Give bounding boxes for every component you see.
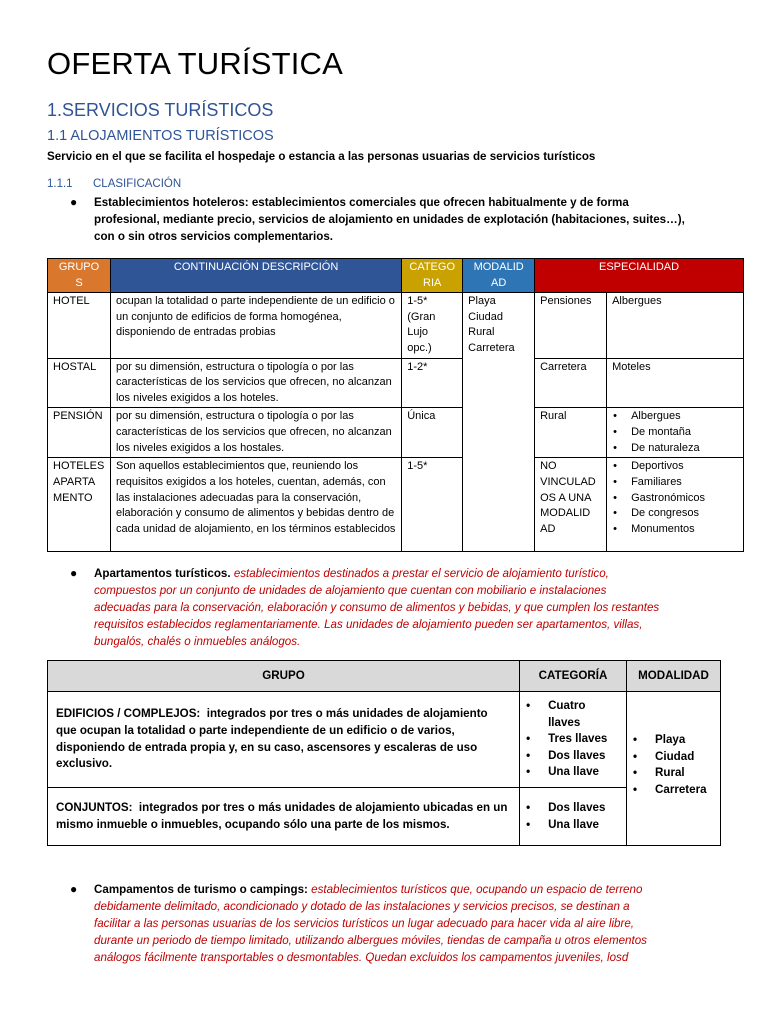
cell-modalidad: Playa Ciudad Rural Carretera	[463, 293, 535, 552]
cell-especialidad-2: Albergues	[607, 293, 744, 358]
table-row	[48, 692, 721, 788]
cell-especialidad-2: Moteles	[607, 358, 744, 408]
cell-categoria: Única	[402, 408, 463, 458]
table-header-row	[48, 259, 744, 293]
bullet-line: establecimientos turísticos que, ocupando un espacio de terreno	[311, 883, 643, 896]
cell-descripcion: Son aquellos establecimientos que, reuniendo los requisitos exigidos a los hoteles, cuentan, además, con las instalaciones adecuadas para la conservación, elaboración y consumo de alimentos y bebidas dentro de cada unidad de alojamiento, en los términos establecidos	[110, 458, 401, 552]
list-item: • Carretera	[633, 782, 712, 799]
apartamentos-table	[47, 660, 721, 846]
cell-grupo: EDIFICIOS / COMPLEJOS: integrados por tres o más unidades de alojamiento que ocupan la totalidad o parte independiente de un edificio o de varios, disponiendo de entrada propia y, en su caso, ascensores y escaleras de uso exclusivo.	[48, 692, 520, 788]
list-item: • Familiares	[607, 475, 738, 491]
header-categoria: CATEGO RIA	[402, 259, 463, 293]
list-item: • Playa	[633, 732, 712, 749]
header-grupos: GRUPO S	[48, 259, 111, 293]
header-especialidad: ESPECIALIDAD	[535, 259, 744, 293]
cell-grupo: HOTELES APARTA MENTO	[48, 458, 111, 552]
list-item: • Una llave	[526, 817, 618, 834]
cell-especialidad-2	[607, 408, 744, 458]
list-item: • Ciudad	[633, 749, 712, 766]
bullet-dot: ●	[70, 882, 78, 896]
subsection-heading: 1.1 ALOJAMIENTOS TURÍSTICOS	[47, 128, 274, 144]
table-row	[48, 358, 744, 408]
bullet-line: establecimientos destinados a prestar el servicio de alojamiento turístico,	[233, 567, 609, 580]
list-item: • Dos llaves	[526, 800, 618, 817]
intro-text: Servicio en el que se facilita el hospedaje o estancia a las personas usuarias de servicios turísticos	[47, 150, 596, 163]
cell-especialidad-2	[607, 458, 744, 552]
list-item: • De naturaleza	[607, 441, 738, 457]
list-item: • Albergues	[607, 409, 738, 425]
header-modalidad: MODALID AD	[463, 259, 535, 293]
bullet-campamentos	[70, 881, 730, 966]
cell-modalidad	[627, 692, 721, 846]
bullet-dot: ●	[70, 195, 78, 209]
subsubsection-title: CLASIFICACIÓN	[93, 178, 182, 190]
bullet-apartamentos	[70, 565, 730, 650]
cell-especialidad-1: NO VINCULAD OS A UNA MODALID AD	[535, 458, 607, 552]
list-item: • De montaña	[607, 425, 738, 441]
bullet-line: Establecimientos hoteleros: establecimientos comerciales que ofrecen habitualmente y de forma	[94, 196, 629, 209]
list-item: • Tres llaves	[526, 731, 618, 748]
header-descripcion: CONTINUACIÓN DESCRIPCIÓN	[110, 259, 401, 293]
page-title: OFERTA TURÍSTICA	[47, 46, 344, 81]
header-categoria: CATEGORÍA	[520, 661, 627, 692]
header-modalidad: MODALIDAD	[627, 661, 721, 692]
cell-especialidad-1: Carretera	[535, 358, 607, 408]
bullet-line: análogos fácilmente transportables o desmontables. Quedan excluidos los campamentos juveniles, losd	[94, 951, 629, 964]
list-item: • Gastronómicos	[607, 491, 738, 507]
cell-descripcion: por su dimensión, estructura o tipología o por las características de los servicios que ofrecen, no alcanzan los niveles exigidos a los hostales.	[110, 408, 401, 458]
list-item: • Cuatro llaves	[526, 698, 618, 731]
bullet-line: adecuadas para la conservación, elaboración y consumo de alimentos y bebidas, y que cumplen los restantes	[94, 601, 660, 614]
bullet-line: bungalós, chalés o inmuebles análogos.	[94, 635, 301, 648]
cell-categoria	[520, 788, 627, 846]
list-item: • Dos llaves	[526, 748, 618, 765]
cell-grupo: CONJUNTOS: integrados por tres o más unidades de alojamiento ubicadas en un mismo inmueble o inmuebles, ocupando sólo una parte de los mismos.	[48, 788, 520, 846]
list-item: • Deportivos	[607, 459, 738, 475]
bullet-lead: Apartamentos turísticos.	[94, 567, 231, 580]
bullet-line: profesional, mediante precio, servicios de alojamiento en unidades de explotación (habitaciones, suites…),	[94, 213, 685, 226]
cell-descripcion: por su dimensión, estructura o tipología o por las características de los servicios que ofrecen, no alcanzan los niveles exigidos a los hoteles.	[110, 358, 401, 408]
list-item: • Una llave	[526, 764, 618, 781]
cell-especialidad-1: Pensiones	[535, 293, 607, 358]
bullet-hoteleros	[70, 194, 730, 245]
section-heading: 1.SERVICIOS TURÍSTICOS	[47, 100, 274, 120]
bullet-line: requisitos establecidos reglamentariamente. Las unidades de alojamiento pueden ser apartamentos, villas,	[94, 618, 643, 631]
list-item: • Rural	[633, 765, 712, 782]
hoteles-table	[47, 258, 744, 552]
cell-categoria: 1-5* (Gran Lujo opc.)	[402, 293, 463, 358]
cell-categoria	[520, 692, 627, 788]
table-row	[48, 458, 744, 552]
list-item: • De congresos	[607, 506, 738, 522]
bullet-line: durante un periodo de tiempo limitado, utilizando albergues móviles, tiendas de campaña u otros elementos	[94, 934, 647, 947]
cell-grupo: HOSTAL	[48, 358, 111, 408]
cell-categoria: 1-2*	[402, 358, 463, 408]
table-row	[48, 408, 744, 458]
bullet-lead: Campamentos de turismo o campings:	[94, 883, 308, 896]
cell-descripcion: ocupan la totalidad o parte independiente de un edificio o un conjunto de edificios de forma homogénea, disponiendo de entradas probias	[110, 293, 401, 358]
cell-grupo: PENSIÓN	[48, 408, 111, 458]
bullet-line: facilitar a las personas usuarias de los servicios turísticos un lugar adecuado para hacer vida al aire libre,	[94, 917, 635, 930]
subsubsection-heading	[47, 178, 181, 190]
table-row	[48, 293, 744, 358]
subsubsection-number: 1.1.1	[47, 178, 73, 190]
cell-especialidad-1: Rural	[535, 408, 607, 458]
bullet-dot: ●	[70, 566, 78, 580]
cell-categoria: 1-5*	[402, 458, 463, 552]
table-row	[48, 788, 721, 846]
bullet-line: compuestos por un conjunto de unidades de alojamiento que cuentan con mobiliario e instalaciones	[94, 584, 607, 597]
cell-grupo: HOTEL	[48, 293, 111, 358]
bullet-line: debidamente delimitado, acondicionado y dotado de las instalaciones y servicios precisos, se destinan a	[94, 900, 630, 913]
table-header-row	[48, 661, 721, 692]
bullet-line: con o sin otros servicios complementarios.	[94, 230, 334, 243]
list-item: • Monumentos	[607, 522, 738, 538]
header-grupo: GRUPO	[48, 661, 520, 692]
